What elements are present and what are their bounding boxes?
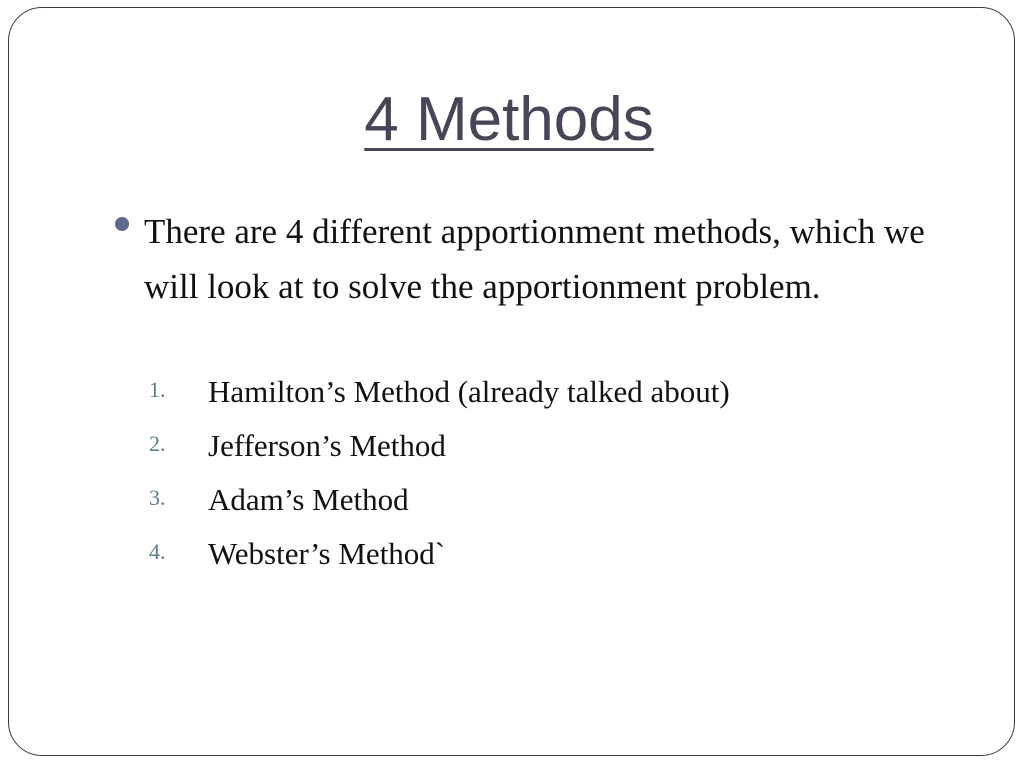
list-number: 3. — [149, 485, 166, 510]
method-label-adams: Adam’s Method — [208, 482, 409, 517]
method-label-hamilton: Hamilton’s Method (already talked about) — [208, 374, 730, 409]
bullet-item — [113, 204, 973, 314]
list-number: 1. — [149, 377, 166, 402]
bullet-text: There are 4 different apportionment methods, which we will look at to solve the apportionment problem. — [144, 212, 925, 306]
methods-list — [149, 368, 949, 584]
slide-title — [9, 84, 1009, 156]
methods-list-item — [149, 368, 949, 422]
list-number: 4. — [149, 539, 166, 564]
slide-frame — [8, 7, 1015, 756]
methods-list-item — [149, 422, 949, 476]
slide-title-text: 4 Methods — [364, 85, 654, 154]
bullet-block — [113, 204, 973, 314]
method-label-jefferson: Jefferson’s Method — [208, 428, 446, 463]
method-label-webster: Webster’s Method` — [208, 536, 446, 571]
bullet-dot-icon — [115, 217, 129, 231]
list-number: 2. — [149, 431, 166, 456]
methods-list-item — [149, 476, 949, 530]
methods-list-item — [149, 530, 949, 584]
